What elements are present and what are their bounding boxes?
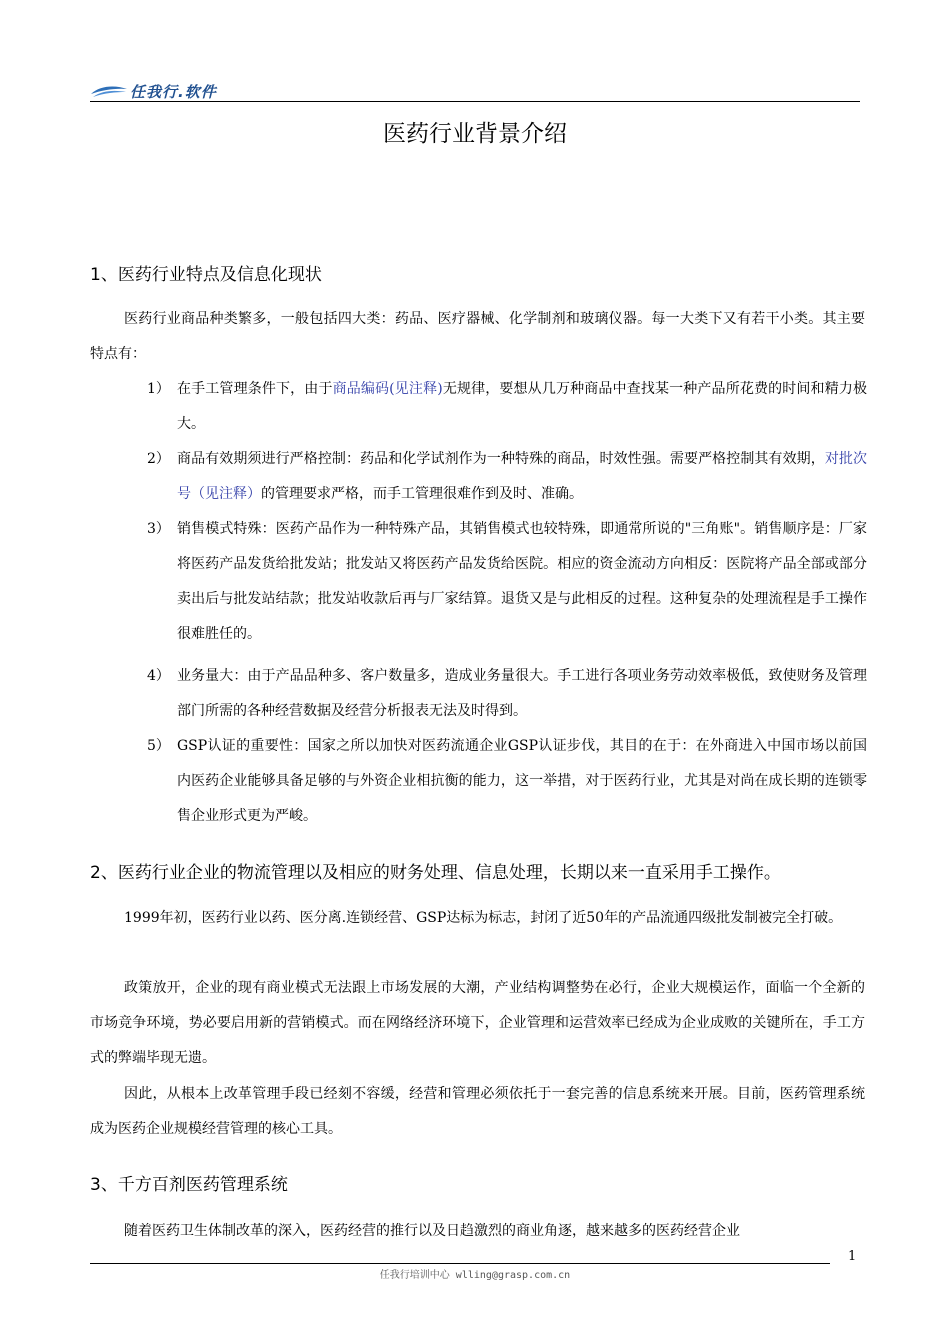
list-item-text-after: 无规律，要想从几万种商品中查找某一种产品所花费的时间和精力极大。 <box>177 381 867 432</box>
list-item-text <box>177 442 867 512</box>
list-item-number: 1） <box>147 381 170 397</box>
section-3-heading: 3、千方百剂医药管理系统 <box>90 1175 288 1195</box>
section-2-paragraph-2: 政策放开，企业的现有商业模式无法跟上市场发展的大潮，产业结构调整势在必行，企业大规模运作，面临一个全新的市场竞争环境，势必要启用新的营销模式。而在网络经济环境下，企业管理和运营效率已经成为企业成败的关键所在，手工方式的弊端毕现无遗。 <box>90 980 865 1066</box>
footer-divider <box>90 1263 830 1264</box>
product-code-note-link[interactable]: 商品编码(见注释) <box>332 381 443 397</box>
list-item <box>147 372 867 442</box>
list-item-text: 销售模式特殊：医药产品作为一种特殊产品，其销售模式也较特殊，即通常所说的"三角账"。销售顺序是：厂家将医药产品发货给批发站；批发站又将医药产品发货给医院。相应的资金流动方向相反：医院将产品全部或部分卖出后与批发站结款；批发站收款后再与厂家结算。退货又是与此相反的过程。这种复杂的处理流程是手工操作很难胜任的。 <box>177 521 867 642</box>
list-item-number: 2） <box>147 451 170 467</box>
section-2-paragraph-1: 1999年初，医药行业以药、医分离.连锁经营、GSP达标为标志，封闭了近50年的产品流通四级批发制被完全打破。 <box>124 910 843 926</box>
list-item-text-before: 商品有效期须进行严格控制：药品和化学试剂作为一种特殊的商品，时效性强。需要严格控制其有效期， <box>177 451 825 467</box>
list-item-text: GSP认证的重要性：国家之所以加快对医药流通企业GSP认证步伐，其目的在于：在外商进入中国市场以前国内医药企业能够具备足够的与外资企业相抗衡的能力，这一举措，对于医药行业，尤其是对尚在成长期的连锁零售企业形式更为严峻。 <box>177 738 867 824</box>
header-divider <box>90 101 860 102</box>
section-1-intro: 医药行业商品种类繁多，一般包括四大类：药品、医疗器械、化学制剂和玻璃仪器。每一大类下又有若干小类。其主要特点有： <box>90 311 865 362</box>
section-3-paragraph: 随着医药卫生体制改革的深入，医药经营的推行以及日趋激烈的商业角逐，越来越多的医药经营企业 <box>124 1223 740 1239</box>
page-number: 1 <box>848 1249 857 1264</box>
list-item-text: 业务量大：由于产品品种多、客户数量多，造成业务量很大。手工进行各项业务劳动效率极低，致使财务及管理部门所需的各种经营数据及经营分析报表无法及时得到。 <box>177 668 867 719</box>
list-item-number: 5） <box>147 738 170 754</box>
section-1-heading: 1、医药行业特点及信息化现状 <box>90 265 322 285</box>
batch-number-note-link[interactable]: 对批次号（见注释） <box>177 451 868 502</box>
company-logo <box>90 80 217 102</box>
logo-swoosh-icon <box>90 81 128 101</box>
list-item <box>147 512 867 652</box>
footer-contact: 任我行培训中心 wlling@grasp.com.cn <box>379 1270 571 1281</box>
list-item-text <box>177 372 867 442</box>
list-item <box>147 729 867 834</box>
list-item-number: 3） <box>147 521 170 537</box>
list-item-text-before: 在手工管理条件下，由于 <box>177 381 333 397</box>
page-header <box>90 80 860 102</box>
list-item <box>147 442 867 512</box>
list-item-text-after: 的管理要求严格，而手工管理很难作到及时、准确。 <box>261 486 583 502</box>
list-item <box>147 659 867 729</box>
section-2-paragraph-3: 因此，从根本上改革管理手段已经刻不容缓，经营和管理必须依托于一套完善的信息系统来开展。目前，医药管理系统成为医药企业规模经营管理的核心工具。 <box>90 1086 865 1137</box>
list-item-number: 4） <box>147 668 170 684</box>
document-title: 医药行业背景介绍 <box>383 121 567 147</box>
section-2-heading: 2、医药行业企业的物流管理以及相应的财务处理、信息处理，长期以来一直采用手工操作。 <box>90 863 781 883</box>
logo-text: 任我行.软件 <box>130 82 217 101</box>
